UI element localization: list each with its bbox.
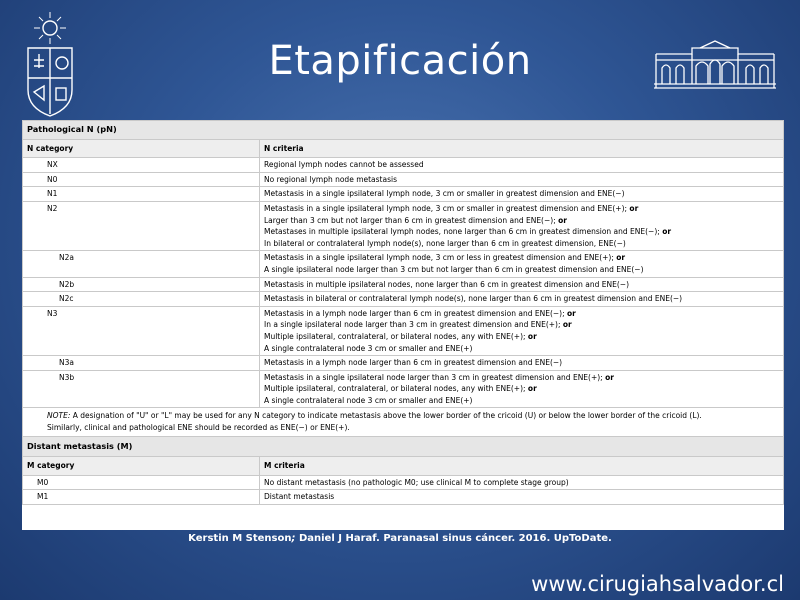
n-criteria-cell [260, 370, 784, 408]
n-criteria-cell [260, 201, 784, 250]
criteria-conjunction: or [562, 320, 572, 330]
n-row [23, 187, 784, 202]
criteria-conjunction: or [662, 227, 672, 237]
criteria-text: Metastasis in a single ipsilateral lymph node, 3 cm or smaller in greatest dimension and ENE(+); [264, 203, 628, 213]
table-note [23, 408, 784, 436]
n-category-cell: N2a [23, 251, 260, 277]
n-row [23, 306, 784, 355]
n-category-cell: N3b [23, 370, 260, 408]
m-category-cell: M1 [23, 490, 260, 505]
criteria-line [264, 383, 779, 395]
n-criteria-cell [260, 172, 784, 187]
criteria-line [264, 319, 779, 331]
n-category-section [23, 121, 784, 408]
criteria-line [264, 308, 779, 320]
criteria-line [264, 395, 779, 407]
n-row [23, 356, 784, 371]
criteria-text: Metastasis in a lymph node larger than 6 cm in greatest dimension and ENE(−) [264, 358, 563, 368]
criteria-line [264, 331, 779, 343]
n-criteria-cell [260, 356, 784, 371]
citation-rest: Daniel J Haraf. Paranasal sinus cáncer. 2016. UpToDate. [295, 533, 612, 544]
n-criteria-cell [260, 277, 784, 292]
criteria-text: Multiple ipsilateral, contralateral, or bilateral nodes, any with ENE(+); [264, 331, 526, 341]
n-row [23, 370, 784, 408]
criteria-text: Metastasis in a single ipsilateral node larger than 3 cm in greatest dimension and ENE(+); [264, 372, 603, 382]
staging-table-image [22, 120, 784, 530]
m-criteria-cell: No distant metastasis (no pathologic M0; use clinical M to complete stage group) [260, 475, 784, 490]
criteria-line [264, 357, 779, 369]
n-criteria-cell [260, 158, 784, 173]
criteria-line [264, 188, 779, 200]
criteria-conjunction: or [605, 372, 614, 382]
n-category-cell: N3a [23, 356, 260, 371]
criteria-line [264, 293, 779, 305]
n-row [23, 172, 784, 187]
criteria-text: Metastasis in multiple ipsilateral nodes, none larger than 6 cm in greatest dimension and ENE(−) [264, 279, 630, 289]
criteria-text: A single contralateral node 3 cm or smaller and ENE(+) [264, 343, 473, 353]
criteria-line [264, 264, 779, 276]
n-category-cell: N0 [23, 172, 260, 187]
website-url: www.cirugiahsalvador.cl [531, 572, 784, 596]
criteria-line [264, 238, 779, 250]
criteria-conjunction: or [567, 308, 576, 318]
criteria-text: In bilateral or contralateral lymph node(s), none larger than 6 cm in greatest dimension, ENE(−) [264, 238, 626, 248]
n-criteria-cell [260, 251, 784, 277]
n-category-cell: N3 [23, 306, 260, 355]
criteria-line [264, 343, 779, 355]
criteria-text: Metastases in multiple ipsilateral lymph nodes, none larger than 6 cm in greatest dimension and ENE(−); [264, 227, 660, 237]
m-row [23, 490, 784, 505]
criteria-line [264, 252, 779, 264]
citation [0, 533, 800, 544]
criteria-text: No regional lymph node metastasis [264, 174, 397, 184]
criteria-text: Regional lymph nodes cannot be assessed [264, 160, 424, 170]
n-row [23, 277, 784, 292]
n-category-cell: N2 [23, 201, 260, 250]
slide-title: Etapificación [268, 38, 532, 84]
criteria-line [264, 174, 779, 186]
n-row [23, 292, 784, 307]
criteria-line [264, 215, 779, 227]
criteria-conjunction: or [616, 253, 626, 263]
staging-table [22, 120, 784, 505]
m-row [23, 475, 784, 490]
n-criteria-cell [260, 292, 784, 307]
note-line-2: Similarly, clinical and pathological ENE should be recorded as ENE(−) or ENE(+). [47, 423, 350, 433]
n-row [23, 158, 784, 173]
note-label: NOTE: [47, 411, 71, 421]
m-category-cell: M0 [23, 475, 260, 490]
criteria-line [264, 372, 779, 384]
criteria-line [264, 226, 779, 238]
criteria-line [264, 159, 779, 171]
m-criteria-cell: Distant metastasis [260, 490, 784, 505]
criteria-text: Metastasis in bilateral or contralateral lymph node(s), none larger than 6 cm in greatest dimension and ENE(−) [264, 294, 683, 304]
criteria-text: In a single ipsilateral node larger than 3 cm in greatest dimension and ENE(+); [264, 320, 561, 330]
n-row [23, 201, 784, 250]
m-criteria-header: M criteria [260, 457, 784, 476]
criteria-conjunction: or [527, 331, 537, 341]
pn-section-title: Pathological N (pN) [23, 121, 784, 140]
m-section-title: Distant metastasis (M) [23, 436, 784, 457]
criteria-line [264, 203, 779, 215]
n-criteria-cell [260, 187, 784, 202]
criteria-text: Metastasis in a single ipsilateral lymph node, 3 cm or less in greatest dimension and ENE(+); [264, 253, 614, 263]
m-category-header: M category [23, 457, 260, 476]
criteria-text: Larger than 3 cm but not larger than 6 cm in greatest dimension and ENE(−); [264, 215, 556, 225]
n-criteria-cell [260, 306, 784, 355]
note-line-1: A designation of "U" or "L" may be used for any N category to indicate metastasis above the lower border of the cricoid (U) or below the lower border of the cricoid (L). [70, 411, 702, 421]
n-category-cell: NX [23, 158, 260, 173]
criteria-line [264, 279, 779, 291]
n-row [23, 251, 784, 277]
n-category-header: N category [23, 139, 260, 158]
n-criteria-header: N criteria [260, 139, 784, 158]
n-category-cell: N2c [23, 292, 260, 307]
criteria-text: A single ipsilateral node larger than 3 cm but not larger than 6 cm in greatest dimension and ENE(−) [264, 264, 644, 274]
criteria-text: Multiple ipsilateral, contralateral, or bilateral nodes, any with ENE(+); [264, 384, 526, 394]
criteria-text: Metastasis in a lymph node larger than 6 cm in greatest dimension and ENE(−); [264, 308, 565, 318]
criteria-conjunction: or [629, 203, 639, 213]
citation-separator: ; [291, 533, 296, 544]
n-category-cell: N1 [23, 187, 260, 202]
m-category-section [23, 475, 784, 504]
criteria-text: A single contralateral node 3 cm or smaller and ENE(+) [264, 395, 473, 405]
citation-author-1: Kerstin M Stenson [188, 533, 292, 544]
criteria-text: Metastasis in a single ipsilateral lymph node, 3 cm or smaller in greatest dimension and ENE(−) [264, 189, 625, 199]
criteria-conjunction: or [527, 384, 537, 394]
criteria-conjunction: or [558, 215, 567, 225]
n-category-cell: N2b [23, 277, 260, 292]
